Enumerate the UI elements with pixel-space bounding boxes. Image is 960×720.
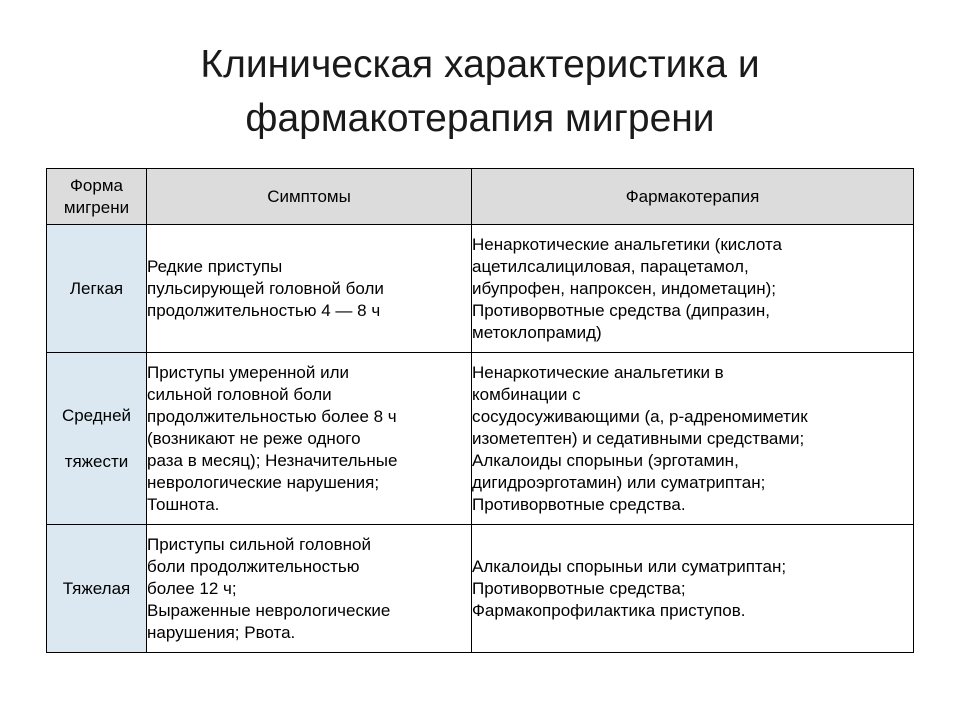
therapy-moderate — [472, 353, 914, 525]
symptoms-moderate-line: раза в месяц); Незначительные — [147, 450, 398, 470]
therapy-mild-line: ацетилсалициловая, парацетамол, — [472, 256, 749, 276]
therapy-mild — [472, 225, 914, 353]
symptoms-moderate-line: продолжительностью более 8 ч — [147, 406, 397, 426]
header-symptoms: Симптомы — [147, 169, 472, 225]
therapy-severe — [472, 525, 914, 653]
symptoms-severe-line: Приступы сильной головной — [147, 534, 371, 554]
migraine-table — [46, 168, 914, 653]
title-line-2: фармакотерапия мигрени — [245, 97, 715, 140]
form-moderate-line-1: Средней — [61, 405, 132, 425]
symptoms-mild-line: Редкие приступы — [147, 256, 283, 276]
therapy-moderate-line: дигидроэрготамин) или суматриптан; — [472, 472, 766, 492]
symptoms-moderate-line: сильной головной боли — [147, 384, 332, 404]
symptoms-severe-line: нарушения; Рвота. — [147, 622, 296, 642]
header-form — [47, 169, 147, 225]
table-header-row — [47, 169, 914, 225]
therapy-mild-line: Ненаркотические анальгетики (кислота — [472, 234, 783, 254]
symptoms-moderate-line: Тошнота. — [147, 494, 220, 514]
therapy-moderate-line: Алкалоиды спорыньи (эрготамин, — [472, 450, 739, 470]
therapy-moderate-line: сосудосуживающими (а, р-адреномиметик — [472, 406, 808, 426]
symptoms-mild — [147, 225, 472, 353]
therapy-severe-line: Противорвотные средства; — [472, 578, 686, 598]
symptoms-moderate — [147, 353, 472, 525]
therapy-severe-line: Алкалоиды спорыньи или суматриптан; — [472, 556, 787, 576]
header-therapy: Фармакотерапия — [472, 169, 914, 225]
therapy-moderate-line: Ненаркотические анальгетики в — [472, 362, 724, 382]
table-row-mild — [47, 225, 914, 353]
symptoms-severe-line: Выраженные неврологические — [147, 600, 391, 620]
symptoms-moderate-line: Приступы умеренной или — [147, 362, 350, 382]
header-form-line-2: мигрени — [63, 197, 130, 217]
symptoms-mild-line: продолжительностью 4 — 8 ч — [147, 300, 381, 320]
therapy-mild-line: метоклопрамид) — [472, 322, 602, 342]
therapy-severe-line: Фармакопрофилактика приступов. — [472, 600, 746, 620]
form-moderate — [47, 353, 147, 525]
form-mild: Легкая — [47, 225, 147, 353]
symptoms-mild-line: пульсирующей головной боли — [147, 278, 384, 298]
therapy-moderate-line: комбинации с — [472, 384, 581, 404]
table-row-moderate — [47, 353, 914, 525]
page-title — [0, 38, 960, 146]
therapy-moderate-line: изометептен) и седативными средствами; — [472, 428, 805, 448]
symptoms-severe-line: более 12 ч; — [147, 578, 237, 598]
symptoms-moderate-line: неврологические нарушения; — [147, 472, 380, 492]
title-line-1: Клиническая характеристика и — [200, 43, 760, 86]
therapy-moderate-line: Противорвотные средства. — [472, 494, 686, 514]
therapy-mild-line: Противорвотные средства (дипразин, — [472, 300, 770, 320]
symptoms-severe — [147, 525, 472, 653]
header-form-line-1: Форма — [70, 175, 123, 195]
symptoms-severe-line: боли продолжительностью — [147, 556, 360, 576]
symptoms-moderate-line: (возникают не реже одного — [147, 428, 361, 448]
table-row-severe — [47, 525, 914, 653]
form-severe: Тяжелая — [47, 525, 147, 653]
therapy-mild-line: ибупрофен, напроксен, индометацин); — [472, 278, 777, 298]
form-moderate-line-2: тяжести — [64, 451, 129, 471]
